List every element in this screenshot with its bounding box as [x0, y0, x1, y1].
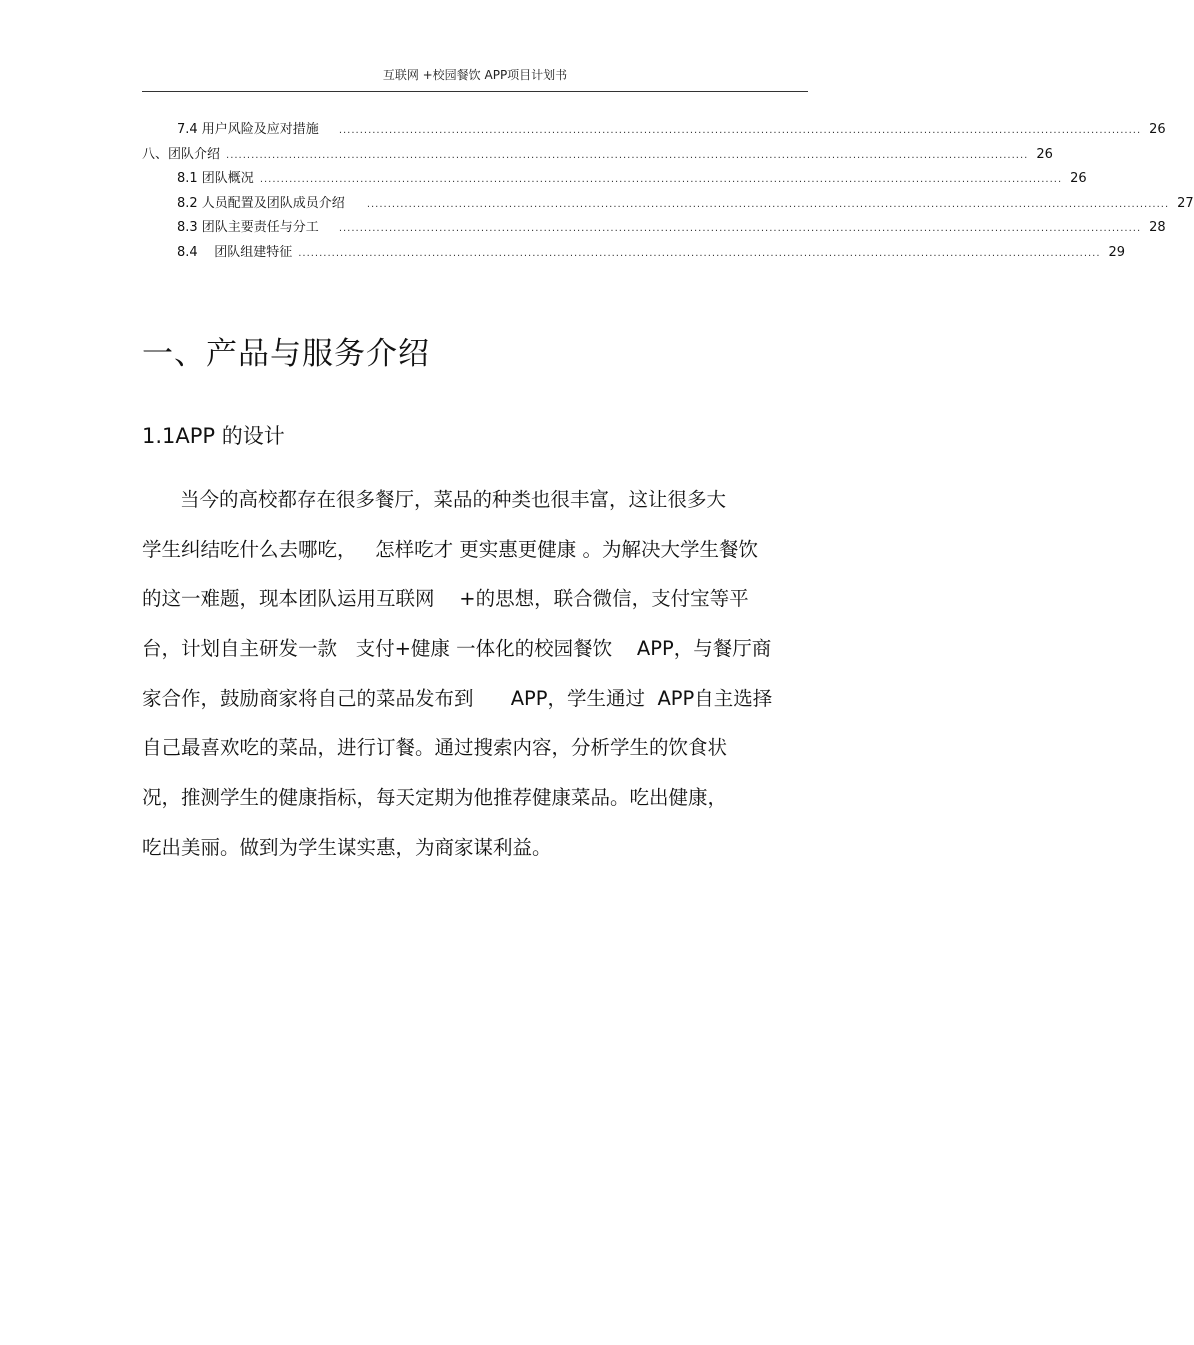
toc-page-number: 27 [1177, 195, 1194, 211]
toc-entry-label: 8.1 团队概况 [177, 171, 254, 186]
page-header: 互联网 +校园餐饮 APP项目计划书 [382, 68, 568, 82]
body-paragraph [142, 482, 808, 880]
toc-entry[interactable] [142, 167, 1087, 192]
paragraph-line: 学生纠结吃什么去哪吃， 怎样吃才 更实惠更健康 。为解决大学生餐饮 [142, 537, 758, 561]
toc-entry-label: 7.4 用户风险及应对措施 [177, 122, 319, 137]
toc-page-number: 29 [1108, 244, 1126, 260]
paragraph-line: 的这一难题，现本团队运用互联网 +的思想，联合微信，支付宝等平 [142, 587, 749, 611]
paragraph-line: 吃出美丽。做到为学生谋实惠，为商家谋利益。 [142, 835, 552, 859]
toc-page-number: 26 [1036, 146, 1053, 162]
toc-leader-dots: ................................................................................................................................................................................................ [366, 198, 1170, 210]
header-divider [142, 91, 808, 92]
subsection-heading: 1.1APP 的设计 [142, 424, 285, 448]
paragraph-line: 况，推测学生的健康指标，每天定期为他推荐健康菜品。吃出健康， [142, 786, 728, 810]
paragraph-line: 家合作，鼓励商家将自己的菜品发布到 APP，学生通过 APP自主选择 [142, 686, 773, 710]
paragraph-line: 台，计划自主研发一款 支付+健康 一体化的校园餐饮 APP，与餐厅商 [142, 637, 772, 661]
toc-entry[interactable] [142, 143, 1053, 168]
table-of-contents [142, 118, 1194, 265]
toc-leader-dots: ................................................................................................................................................................................................ [298, 247, 1101, 259]
toc-entry[interactable] [142, 192, 1194, 217]
toc-entry[interactable] [142, 216, 1166, 241]
section-heading: 一、产品与服务介绍 [142, 336, 430, 372]
toc-leader-dots: ................................................................................................................................................................................................ [226, 149, 1029, 161]
toc-page-number: 26 [1070, 171, 1087, 186]
toc-entry-label: 8.2 人员配置及团队成员介绍 [177, 195, 345, 211]
paragraph-line: 自己最喜欢吃的菜品，进行订餐。通过搜索内容，分析学生的饮食状 [142, 736, 728, 760]
toc-leader-dots: ................................................................................................................................................................................................ [338, 125, 1142, 136]
toc-entry[interactable] [142, 241, 1126, 266]
toc-entry-label: 八、团队介绍 [142, 146, 221, 162]
toc-entry-label: 8.4 团队组建特征 [177, 244, 293, 260]
toc-entry-label: 8.3 团队主要责任与分工 [177, 220, 319, 235]
toc-leader-dots: ................................................................................................................................................................................................ [259, 174, 1063, 185]
toc-leader-dots: ................................................................................................................................................................................................ [338, 223, 1142, 234]
toc-page-number: 26 [1149, 122, 1166, 137]
toc-page-number: 28 [1149, 220, 1166, 235]
paragraph-line: 当今的高校都存在很多餐厅，菜品的种类也很丰富，这让很多大 [180, 488, 727, 511]
toc-entry[interactable] [142, 118, 1166, 143]
